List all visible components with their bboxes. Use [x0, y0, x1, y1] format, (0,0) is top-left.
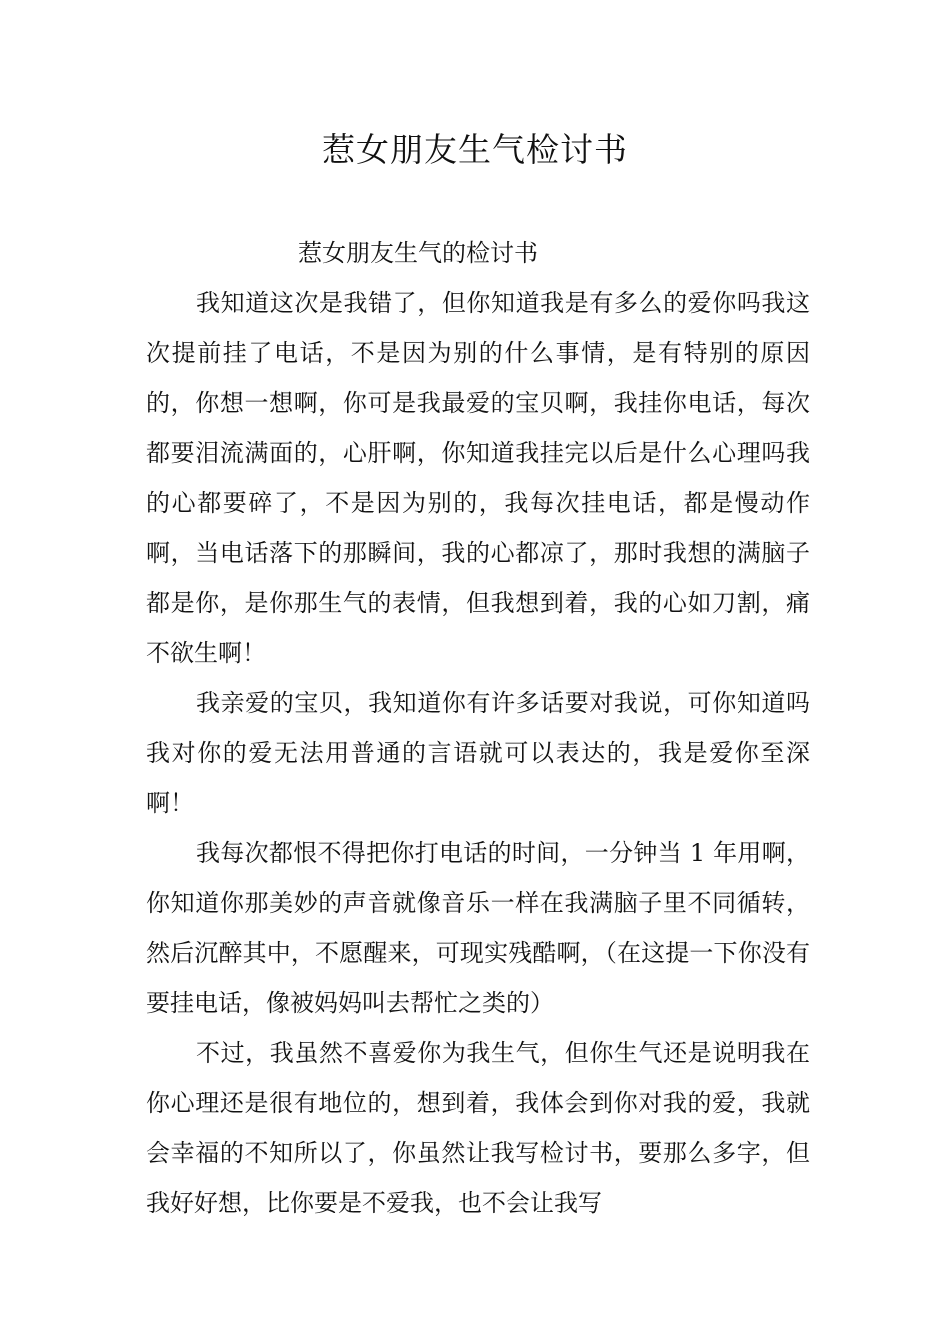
document-title: 惹女朋友生气检讨书 — [322, 130, 628, 169]
paragraph-1: 我知道这次是我错了，但你知道我是有多么的爱你吗我这次提前挂了电话，不是因为别的什么事情，是有特别的原因的，你想一想啊，你可是我最爱的宝贝啊，我挂你电话，每次都要泪流满面的，心肝啊，你知道我挂完以后是什么心理吗我的心都要碎了，不是因为别的，我每次挂电话，都是慢动作啊，当电话落下的那瞬间，我的心都凉了，那时我想的满脑子都是你，是你那生气的表情，但我想到着，我的心如刀割，痛不欲生啊！ — [146, 289, 810, 667]
document-body — [146, 228, 810, 1228]
paragraph-2: 我亲爱的宝贝，我知道你有许多话要对我说，可你知道吗我对你的爱无法用普通的言语就可以表达的，我是爱你至深啊！ — [146, 689, 810, 817]
paragraph-3: 我每次都恨不得把你打电话的时间，一分钟当 1 年用啊，你知道你那美妙的声音就像音乐一样在我满脑子里不同循转，然后沉醉其中，不愿醒来，可现实残酷啊，（在这提一下你没有要挂电话，像被妈妈叫去帮忙之类的） — [146, 839, 810, 1017]
paragraph-4: 不过，我虽然不喜爱你为我生气，但你生气还是说明我在你心理还是很有地位的，想到着，我体会到你对我的爱，我就会幸福的不知所以了，你虽然让我写检讨书，要那么多字，但我好好想，比你要是不爱我，也不会让我写 — [146, 1039, 810, 1217]
document-subtitle: 惹女朋友生气的检讨书 — [298, 239, 538, 267]
